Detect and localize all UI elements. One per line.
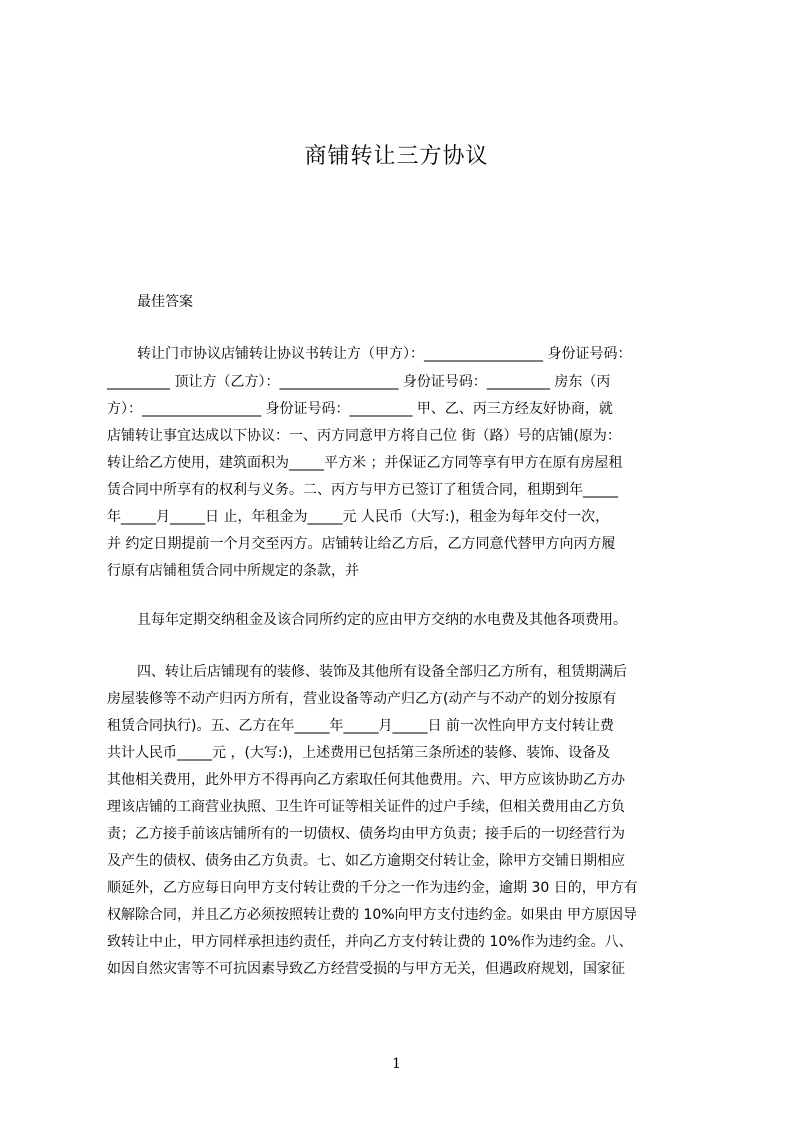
- paragraph-3-line: [0, 687, 793, 711]
- text-line: 理该店铺的工商营业执照、卫生许可证等相关证件的过户手续，但相关费用由乙方负: [107, 799, 625, 815]
- text-line: 房屋装修等不动产归丙方所有，营业设备等动产归乙方(动产与不动产的划分按原有: [107, 691, 617, 707]
- text-line: 且每年定期交纳租金及该合同所约定的应由甲方交纳的水电费及其他各项费用。: [137, 612, 627, 628]
- text-line: _________ 顶让方（乙方）：_________________ 身份证号码：_________ 房东（丙: [107, 374, 611, 390]
- text-line: 其他相关费用，此外甲方不得再向乙方索取任何其他费用。六、甲方应该协助乙方办: [107, 772, 625, 788]
- text-line: 并 约定日期提前一个月交至丙方。店铺转让给乙方后，乙方同意代替甲方向丙方履: [107, 536, 616, 552]
- paragraph-3-line: [0, 741, 793, 765]
- text-line: 年_____月_____日 止，年租金为_____元 人民币（大写:)，租金为每年交付一次，: [107, 509, 610, 525]
- page-number: 1: [392, 1056, 401, 1072]
- text-line: 致转让中止，甲方同样承担违约责任，并向乙方支付转让费的 10%作为违约金。八、: [107, 934, 633, 950]
- paragraph-1-line: [0, 505, 793, 529]
- paragraph-1-line: [0, 370, 793, 394]
- paragraph-1-line: [0, 424, 793, 448]
- text-line: 行原有店铺租赁合同中所规定的条款，并: [107, 563, 359, 579]
- paragraph-1-line: [0, 451, 793, 475]
- text-line: 责；乙方接手前该店铺所有的一切债权、债务均由甲方负责；接手后的一切经营行为: [107, 826, 625, 842]
- text-line: 赁合同中所享有的权利与义务。二、丙方与甲方已签订了租赁合同，租期到年_____: [107, 482, 618, 498]
- text-line: 方）：_________________ 身份证号码：_________ 甲、乙、丙三方经友好协商，就: [107, 401, 613, 417]
- text-line: 四、转让后店铺现有的装修、装饰及其他所有设备全部归乙方所有，租赁期满后: [137, 664, 627, 680]
- paragraph-3-line: [0, 930, 793, 954]
- paragraph-1-line: [0, 342, 793, 366]
- paragraph-3-line: [0, 822, 793, 846]
- text-line: 权解除合同，并且乙方必须按照转让费的 10%向甲方支付违约金。如果由 甲方原因导: [107, 907, 638, 923]
- text-line: 租赁合同执行)。五、乙方在年_____年_____月_____日 前一次性向甲方支付转让费: [107, 718, 614, 734]
- paragraph-3-line: [0, 957, 793, 981]
- text-line: 顺延外，乙方应每日向甲方支付转让费的千分之一作为违约金，逾期 30 日的，甲方有: [107, 880, 638, 896]
- text-line: 如因自然灾害等不可抗因素导致乙方经营受损的与甲方无关，但遇政府规划，国家征: [107, 961, 625, 977]
- paragraph-1-line: [0, 532, 793, 556]
- paragraph-3-line: [0, 768, 793, 792]
- text-line: 及产生的债权、债务由乙方负责。七、如乙方逾期交付转让金，除甲方交铺日期相应: [107, 853, 625, 869]
- text-line: 店铺转让事宜达成以下协议：一、丙方同意甲方将自己位 街（路）号的店铺(原为：: [107, 428, 621, 444]
- paragraph-3-line: [0, 660, 793, 684]
- text-line: 共计人民币_____元 ，(大写:)，上述费用已包括第三条所述的装修、装饰、设备及: [107, 745, 611, 761]
- paragraph-3-line: [0, 903, 793, 927]
- text-line: 转让给乙方使用，建筑面积为_____平方米 ；并保证乙方同等享有甲方在原有房屋租: [107, 455, 623, 471]
- best-answer-label: 最佳答案: [137, 294, 193, 310]
- document-title: 商铺转让三方协议: [304, 144, 489, 169]
- paragraph-1-line: [0, 478, 793, 502]
- paragraph-3-line: [0, 795, 793, 819]
- paragraph-3-line: [0, 714, 793, 738]
- paragraph-3-line: [0, 876, 793, 900]
- paragraph-1-line: [0, 397, 793, 421]
- text-line: 转让门市协议店铺转让协议书转让方（甲方）：_________________ 身份证号码：: [137, 346, 632, 362]
- paragraph-3-line: [0, 849, 793, 873]
- paragraph-2-line: [0, 608, 793, 632]
- paragraph-1-line: [0, 559, 793, 583]
